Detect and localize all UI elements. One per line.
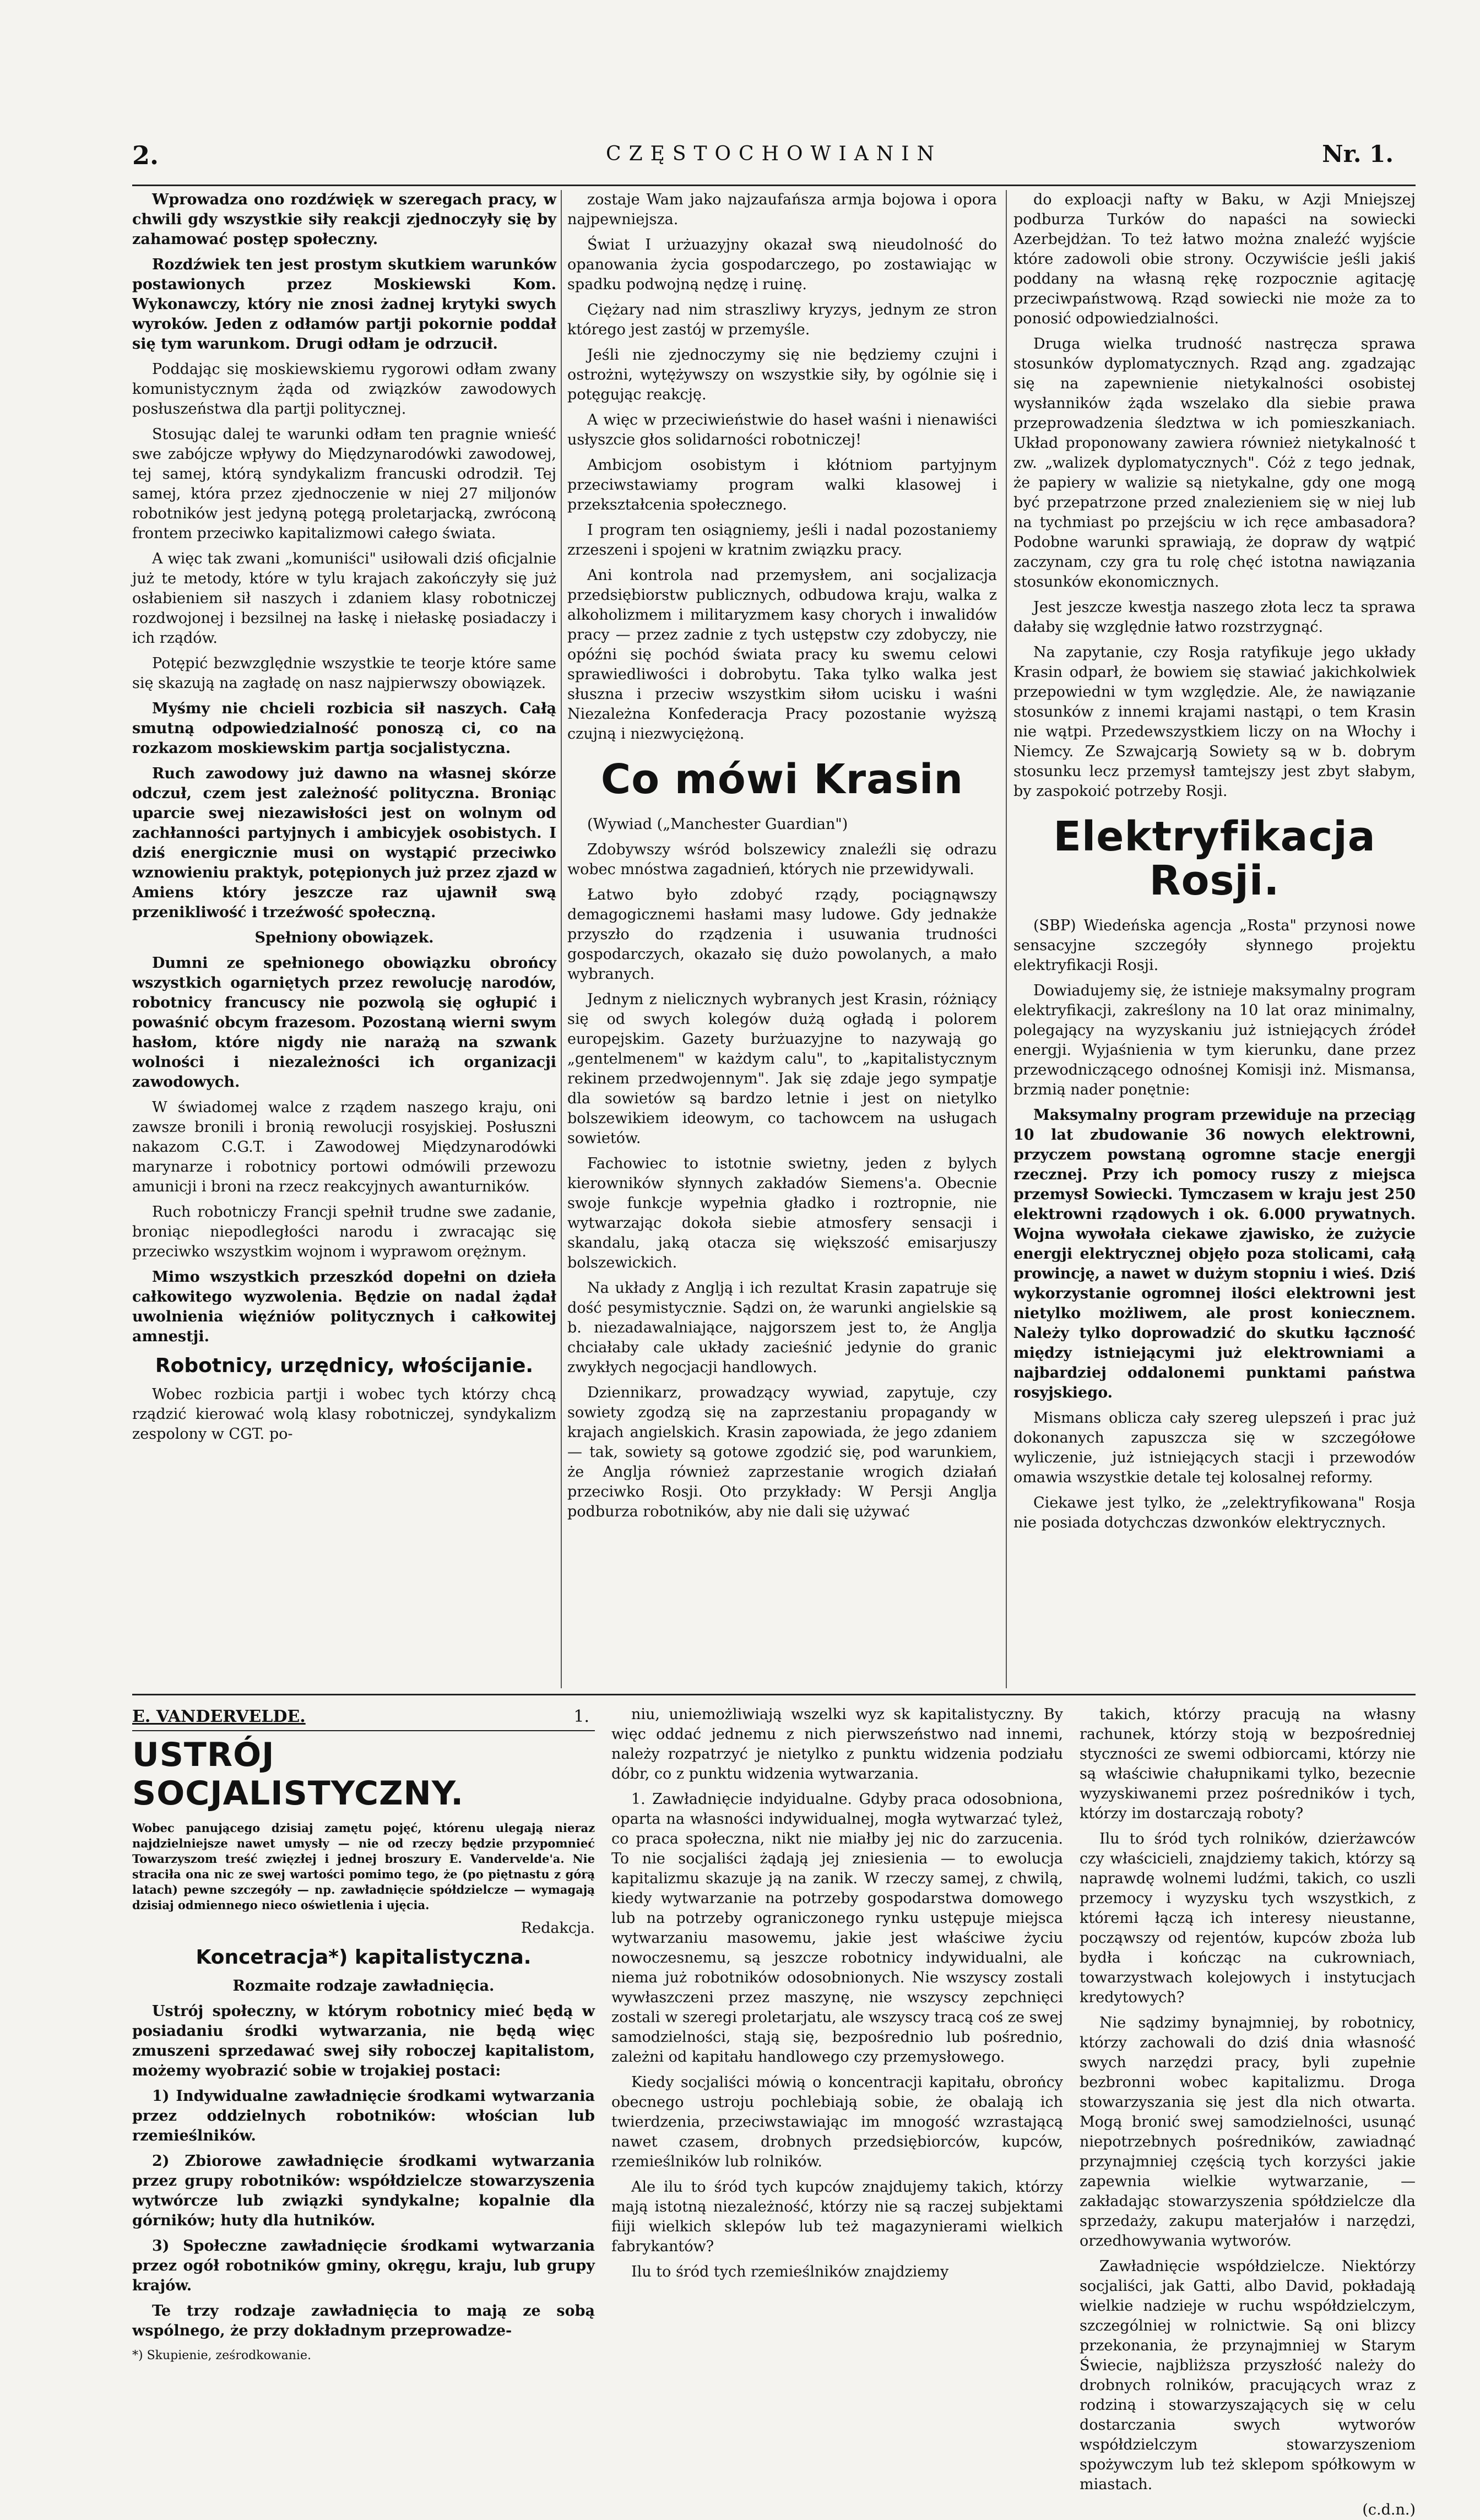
paragraph: (SBP) Wiedeńska agencja „Rosta" przynosi nowe sensacyjne szczegóły słynnego projektu elektryfikacji Rosji.: [1013, 917, 1416, 974]
paragraph: Druga wielka trudność nastręcza sprawa stosunków dyplomatycznych. Rząd ang. zgadzając się na zapewnienie nietykalności osobistej wysłanników żąda wszelako dla siebie prawa przeprowadzenia śledztwa w ich pomieszkaniach. Układ proponowany zawiera również nietykalność t zw. „walizek dyplomatycznych". Cóż z tego jednak, że papiery w walizie są nietykalne, gdy one mogą być przepatrzone przed znalezieniem się w niej lub na tychmiast po przejściu w ich ręce ambasadora? Podobne warunki sprawiają, że dopraw dy wątpić zaczynam, czy gra tu rolę chęć istotna nawiązania stosunków ekonomicznych.: [1013, 335, 1416, 590]
paragraph: takich, którzy pracują na własny rachunek, którzy stoją w bezpośredniej styczności ze swemi odbiorcami, którzy nie są właściwie chałupnikami tylko, bezecnie wyzyskiwanemi przez pośredników i tych, którzy im dostarczają roboty?: [1080, 1706, 1416, 1822]
article-heading: Elektryfikacja Rosji.: [1053, 813, 1376, 904]
paragraph: Mimo wszystkich przeszkód dopełni on dzieła całkowitego wyzwolenia. Będzie on nadal żądał uwolnienia więźniów politycznych i całkowitej amnestji.: [132, 1269, 556, 1345]
paragraph: I program ten osiągniemy, jeśli i nadal pozostaniemy zrzeszeni i spojeni w kratnim związku pracy.: [567, 522, 997, 559]
paragraph: Ambicjom osobistym i kłótniom partyjnym przeciwstawiamy program walki klasowej i przekształcenia społecznego.: [567, 457, 997, 513]
source-line: (Wywiad („Manchester Guardian"): [587, 816, 848, 833]
paragraph: zostaje Wam jako najzaufańsza armja bojowa i opora najpewniejsza.: [567, 191, 997, 228]
page-header: [132, 135, 1416, 186]
article-heading: Robotnicy, urzędnicy, włościjanie.: [155, 1354, 534, 1377]
list-item: 3) Społeczne zawładnięcie środkami wytwarzania przez ogół robotników gminy, okręgu, kraju, lub grupy krajów.: [132, 2237, 595, 2294]
paragraph: Ustrój społeczny, w którym robotnicy mieć będą w posiadaniu środki wytwarzania, nie będą więc zmuszeni sprzedawać swej siły roboczej kapitalistom, możemy wyobrazić sobie w trojakiej postaci:: [132, 2003, 595, 2079]
section-title: Spełniony obowiązek.: [254, 929, 434, 946]
paragraph: Na układy z Anglją i ich rezultat Krasin zapatruje się dość pesymistycznie. Sądzi on, że warunki angielskie są b. niezadawalniające, najgorszem jest to, że Anglja chciałaby cale układy zacieśnić jedynie do granic zwykłych negocjacji handlowych.: [567, 1280, 997, 1376]
paragraph: Rozdźwiek ten jest prostym skutkiem warunków postawionych przez Moskiewski Kom. Wykonawczy, który nie znosi żadnej krytyki swych wyroków. Jeden z odłamów partji pokornie poddał się tym warunkom. Drugi odłam je odrzucił.: [132, 256, 556, 353]
paragraph: do exploacji nafty w Baku, w Azji Mniejszej podburza Turków do napaści na sowiecki Azerbejdżan. To też łatwo można znaleźć wyjście które zadowoli obie strony. Oczywiście jeśli jakiś poddany na własną rękę rozpocznie agitację przeciwpaństwową. Rząd sowiecki nie może za to ponosić odpowiedzialności.: [1013, 191, 1416, 327]
newspaper-title: CZĘSTOCHOWIANIN: [606, 143, 942, 165]
newspaper-page: [83, 118, 1416, 2518]
column-1: [132, 190, 556, 1677]
paragraph: Ruch robotniczy Francji spełnił trudne swe zadanie, broniąc niepodległości narodu i zwracając się przeciwko wszystkim wojnom i wyprawom orężnym.: [132, 1204, 556, 1260]
paragraph: A więc tak zwani „komuniści" usiłowali dziś oficjalnie już te metody, które w tylu krajach zakończyły się już osłabieniem sił naszych i zdaniem klasy robotniczej rozdwojonej i bezsilnej na łaskę i niełaskę posiadaczy i ich rządów.: [132, 550, 556, 647]
column-divider: [1006, 190, 1007, 1688]
column-3: [1013, 190, 1416, 1677]
paragraph: Zawładnięcie współdzielcze. Niektórzy socjaliści, jak Gatti, albo David, pokładają wielkie nadzieje w ruchu współdzielczym, szczególniej w rolnictwie. Są oni blizcy przekonania, że przynajmniej w Starym Świecie, najbliższa przyszłość należy do drobnych rolników, pracujących wraz z rodziną i stowarzyszających się w celu dostarczania swych wytworów współdzielczym stowarzyszeniom spożywczym lub też sklepom spółkowym w miastach.: [1080, 2258, 1416, 2493]
paragraph: Ilu to śród tych rzemieślników znajdziemy: [631, 2263, 949, 2280]
article-heading: Co mówi Krasin: [600, 756, 964, 803]
paragraph: Zdobywszy wśród bolszewicy znaleźli się odrazu wobec mnóstwa zagadnień, których nie przewidywali.: [567, 841, 997, 878]
section-heading: Koncetracja*) kapitalistyczna.: [196, 1946, 532, 1969]
paragraph: 1. Zawładnięcie indyidualne. Gdyby praca odosobniona, oparta na własności indywidualnej, mogła wytwarzać tyleż, co praca społeczna, nikt nie miałby jej nic do zarzucenia. To nie socjaliści żądają jej zniesienia — to ewolucja kapitalizmu skazuje ją na zanik. W rzeczy samej, z chwilą, kiedy wytwarzanie na potrzeby gospodarstwa domowego lub na potrzeby ograniczonego rynku ustępuje miejsca wytwarzaniu masowemu, jakie jest właściwe życiu nowoczesnemu, są jeszcze robotnicy indywidualni, ale niema już robotników odosobnionych. Nie wszyscy zostali wywłaszczeni przez maszynę, nie wszyscy zepchnięci zostali w szeregi proletarjatu, ale wszyscy tracą coś ze swej samodzielności, stają się, bezpośrednio lub pośrednio, zależni od kapitału handlowego czy przemysłowego.: [611, 1791, 1063, 2066]
column-2: [567, 190, 997, 1677]
paragraph: Dowiadujemy się, że istnieje maksymalny program elektryfikacji, zakreślony na 10 lat oraz minimalny, polegający na wyzyskaniu już istniejących źródeł energji. Wyjaśnienia w tym kierunku, dane przez przewodniczącego odnośnej Komisji inż. Mismansa, brzmią nader ponętnie:: [1013, 982, 1416, 1098]
paragraph: niu, uniemożliwiają wszelki wyz sk kapitalistyczny. By więc oddać jednemu z nich pierwszeństwo nad innemi, należy rozpatrzyć je nietylko z punktu widzenia podziału dóbr, co z punktu widzenia wytwarzania.: [611, 1706, 1063, 1782]
paragraph: Stosując dalej te warunki odłam ten pragnie wnieść swe zabójcze wpływy do Międzynarodówki zawodowej, tej samej, którą syndykalizm francuski odrodził. Tej samej, która przez zjednoczenie w niej 27 miljonów robotników jest jedyną potęgą proletarjacką, zwróconą frontem przeciwko kapitalizmowi całego świata.: [132, 426, 556, 542]
paragraph: Te trzy rodzaje zawładnięcia to mają ze sobą wspólnego, że przy dokładnym przeprowadze-: [132, 2302, 595, 2339]
paragraph: Wprowadza ono rozdźwięk w szeregach pracy, w chwili gdy wszystkie siły reakcji zjednoczyły się by zahamować postęp społeczny.: [132, 191, 556, 248]
continuation-note: (c.d.n.): [1362, 2501, 1416, 2518]
paragraph: Ani kontrola nad przemysłem, ani socjalizacja przedsiębiorstw publicznych, odbudowa kraju, walka z alkoholizmem i militaryzmem kasy chorych i inwalidów pracy — przez zadnie z tych ustępstw czy zdobyczy, nie opóźni się pochód świata pracy ku swemu celowi sprawiedliwości i dobrobytu. Taka tylko walka jest słuszna i przeciw wszystkim siłom ucisku i waśni Niezależna Konfederacja Pracy pozostanie wyższą czujną i niezwyciężoną.: [567, 567, 997, 743]
editorial-signature: Redakcja.: [521, 1920, 595, 1937]
paragraph: Potępić bezwzględnie wszystkie te teorje które same się skazują na zagładę on nasz najpierwszy obowiązek.: [132, 655, 556, 692]
paragraph: Jest jeszcze kwestja naszego złota lecz ta sprawa dałaby się względnie łatwo rozstrzygnąć.: [1013, 599, 1416, 636]
paragraph: Jednym z nielicznych wybranych jest Krasin, różniący się od swych kolegów dużą ogładą i polorem europejskim. Gazety burżuazyjne to nazywają go „gentelmenem" w każdym calu", to „kapitalistycznym rekinem przedwojennym". Jak się zdaje jego sympatje dla sowietów są bardzo letnie i jest on nietylko bolszewikiem ideowym, co tachowcem na usługach sowietów.: [567, 991, 997, 1147]
paragraph: Ruch zawodowy już dawno na własnej skórze odczuł, czem jest zależność polityczna. Broniąc uparcie swej niezawisłości jest on wolnym od zachłanności partyjnych i ambicyjek osobistych. I dziś energicznie musi on wystąpić przeciwko wznowieniu praktyk, potępionych już przez zjazd w Amiens który jeszcze raz ujawnił swą przenikliwość i trzeźwość społeczną.: [132, 765, 556, 921]
paragraph: Łatwo było zdobyć rządy, pociągnąwszy demagogicznemi hasłami masy ludowe. Gdy jednakże przyszło do rządzenia i usuwania trudności gospodarczych, okazało się dużo powolanych, a mało wybranych.: [567, 886, 997, 983]
bottom-column-2: [611, 1705, 1063, 2280]
author-name: E. VANDERVELDE.: [132, 1707, 306, 1726]
section-divider: [132, 1694, 1416, 1695]
part-number: 1.: [573, 1707, 589, 1726]
paragraph: Jeśli nie zjednoczymy się nie będziemy czujni i ostrożni, wytężywszy on wszystkie siły, by ogólnie się i potęgując reakcję.: [567, 346, 997, 403]
paragraph: Fachowiec to istotnie swietny, jeden z bylych kierowników słynnych zakładów Siemens'a. Obecnie swoje funkcje wypełnia gładko i roztropnie, nie wytwarzając dokoła siebie atmosfery sensacji i skandalu, jaką otacza się większość emisarjuszy bolszewickich.: [567, 1155, 997, 1271]
paragraph: Na zapytanie, czy Rosja ratyfikuje jego układy Krasin odparł, że bowiem się stawiać jakichkolwiek przepowiedni w tym względzie. Ale, że nawiązanie stosunków z innemi krajami nastąpi, o tem Krasin nie wątpi. Przedewszystkiem liczy on na Włochy i Niemcy. Ze Szwajcarją Sowiety są w b. dobrym stosunku lecz przemysł tamtejszy jest zbyt słabym, by zaspokoić potrzeby Rosji.: [1013, 644, 1416, 800]
footnote: *) Skupienie, ześrodkowanie.: [132, 2349, 311, 2362]
paragraph: Kiedy socjaliści mówią o koncentracji kapitału, obrońcy obecnego ustroju pochlebiają sobie, że obalają ich twierdzenia, przeciwstawiając im mnogość wzrastającą nawet czasem, drobnych przedsiębiorców, kupców, rzemieślników lub rolników.: [611, 2074, 1063, 2170]
byline: [132, 1705, 595, 1731]
list-item: 1) Indywidualne zawładnięcie środkami wytwarzania przez oddzielnych robotników: włościan lub rzemieślników.: [132, 2088, 595, 2144]
bottom-column-1: [132, 1705, 595, 2362]
paragraph: A więc w przeciwieństwie do haseł waśni i nienawiści usłyszcie głos solidarności robotniczej!: [567, 411, 997, 448]
paragraph: Dziennikarz, prowadzący wywiad, zapytuje, czy sowiety zgodzą się na zaprzestaniu propagandy w krajach angielskich. Krasin zapowiada, że jego zdaniem — tak, sowiety są gotowe zgodzić się, pod warunkiem, że Anglja również zaprzestanie wrogich działań przeciwko Rosji. Oto przykłady: W Persji Anglja podburza robotników, aby nie dali się używać: [567, 1384, 997, 1520]
paragraph: Wobec rozbicia partji i wobec tych którzy chcą rządzić kierować wolą klasy robotniczej, syndykalizm zespolony w CGT. po-: [132, 1386, 556, 1443]
paragraph: Dumni ze spełnionego obowiązku obrońcy wszystkich ogarniętych przez rewolucję narodów, robotnicy francuscy nie pozwolą się ogłupić i powaśnić obcym frazesom. Pozostaną wierni swym hasłom, które nigdy nie narażą na szwank wolności i niezależności ich organizacji zawodowych.: [132, 955, 556, 1091]
paragraph: Świat I urżuazyjny okazał swą nieudolność do opanowania życia gospodarczego, po zostawiając w spadku podwojną nędzę i ruinę.: [567, 236, 997, 293]
issue-number: Nr. 1.: [1322, 140, 1394, 167]
paragraph: Ciężary nad nim straszliwy kryzys, jednym ze stron którego jest zastój w przemyśle.: [567, 301, 997, 338]
bottom-column-3: [1080, 1705, 1416, 2518]
paragraph: Mismans oblicza cały szereg ulepszeń i prac już dokonanych zapuszcza się w szczegółowe wyliczenie, już istniejących stacji i przewodów omawia wszystkie detale tej kolosalnej reformy.: [1013, 1410, 1416, 1486]
list-item: 2) Zbiorowe zawładnięcie środkami wytwarzania przez grupy robotników: współdzielcze stowarzyszenia wytwórcze lub związki syndykalne; kopalnie dla górników; huty dla hutników.: [132, 2153, 595, 2229]
section-title: Rozmaite rodzaje zawładnięcia.: [232, 1977, 495, 1995]
paragraph: Maksymalny program przewiduje na przeciąg 10 lat zbudowanie 36 nowych elektrowni, przyczem powstaną ogromne stacje energji rzecznej. Przy ich pomocy ruszy z miejsca przemysł Sowiecki. Tymczasem w kraju jest 250 elektrowni rządowych i ok. 6.000 prywatnych. Wojna wywołała ciekawe zjawisko, że zużycie energji elektrycznej objęło poza stolicami, całą prowincję, a nawet w dużym stopniu i wieś. Dziś wykorzystanie ogromnej ilości elektrowni jest nietylko możliwem, ale prost koniecznem. Należy tylko doprowadzić do skutku łączność między istniejącymi już elektrowniami a najbardziej oddalonemi punktami państwa rosyjskiego.: [1013, 1107, 1416, 1401]
paragraph: Poddając się moskiewskiemu rygorowi odłam zwany komunistycznym żąda od związków zawodowych posłuszeństwa dla partji politycznej.: [132, 361, 556, 418]
column-divider: [561, 190, 562, 1688]
paragraph: Ilu to śród tych rolników, dzierżawców czy właścicieli, znajdziemy takich, którzy są naprawdę wolnemi ludźmi, takich, co uszli przemocy i wyzysku tych wszystkich, z któremi łączą ich interesy nieustanne, począwszy od rejentów, kupców zboża lub bydła i kończąc na cukrowniach, towarzystwach kolejowych i instytucjach kredytowych?: [1080, 1830, 1416, 2006]
paragraph: Ciekawe jest tylko, że „zelektryfikowana" Rosja nie posiada dotychczas dzwonków elektrycznych.: [1013, 1494, 1416, 1531]
paragraph: W świadomej walce z rządem naszego kraju, oni zawsze bronili i bronią rewolucji rosyjskiej. Posłuszni nakazom C.G.T. i Zawodowej Międzynarodówki marynarze i robotnicy portowi odmówili przewozu amunicji i broni na rzecz reakcyjnych awanturników.: [132, 1099, 556, 1195]
article-title: USTRÓJ SOCJALISTYCZNY.: [132, 1736, 464, 1813]
page-number: 2.: [132, 140, 159, 170]
paragraph: Ale ilu to śród tych kupców znajdujemy takich, którzy mają istotną niezależność, którzy nie są raczej subjektami fiiji wielkich sklepów lub też magazynierami wielkich fabrykantów?: [611, 2178, 1063, 2255]
paragraph: Myśmy nie chcieli rozbicia sił naszych. Całą smutną odpowiedzialność ponoszą ci, co na rozkazom moskiewskim partja socjalistyczna.: [132, 700, 556, 757]
paragraph: Nie sądzimy bynajmniej, by robotnicy, którzy zachowali do dziś dnia własność swych narzędzi pracy, byli zupełnie bezbronni wobec kapitalizmu. Droga stowarzyszania się jest dla nich otwarta. Mogą bronić swej samodzielności, usunąć niepotrzebnych pośredników, zawiadnąć przynajmniej częścią tych korzyści jakie zapewnia wielkie wytwarzanie, — zakładając stowarzyszenia spółdzielcze dla sprzedaży, zakupu materjałów i narzędzi, orzedhowywania wytworów.: [1080, 2014, 1416, 2250]
editorial-intro: Wobec panującego dzisiaj zamętu pojęć, którenu ulegają nieraz najdzielniejsze nawet umysły — nie od rzeczy będzie przypomnieć Towarzyszom treść zwięzłej i jednej broszury E. Vandervelde'a. Nie straciła ona nic ze swej wartości pomimo tego, że (po piętnastu z górą latach) pewne szczegóły — np. zawładnięcie spółdzielcze — wymagają dzisiaj odmiennego nieco oświetlenia i ujęcia.: [132, 1821, 595, 1912]
